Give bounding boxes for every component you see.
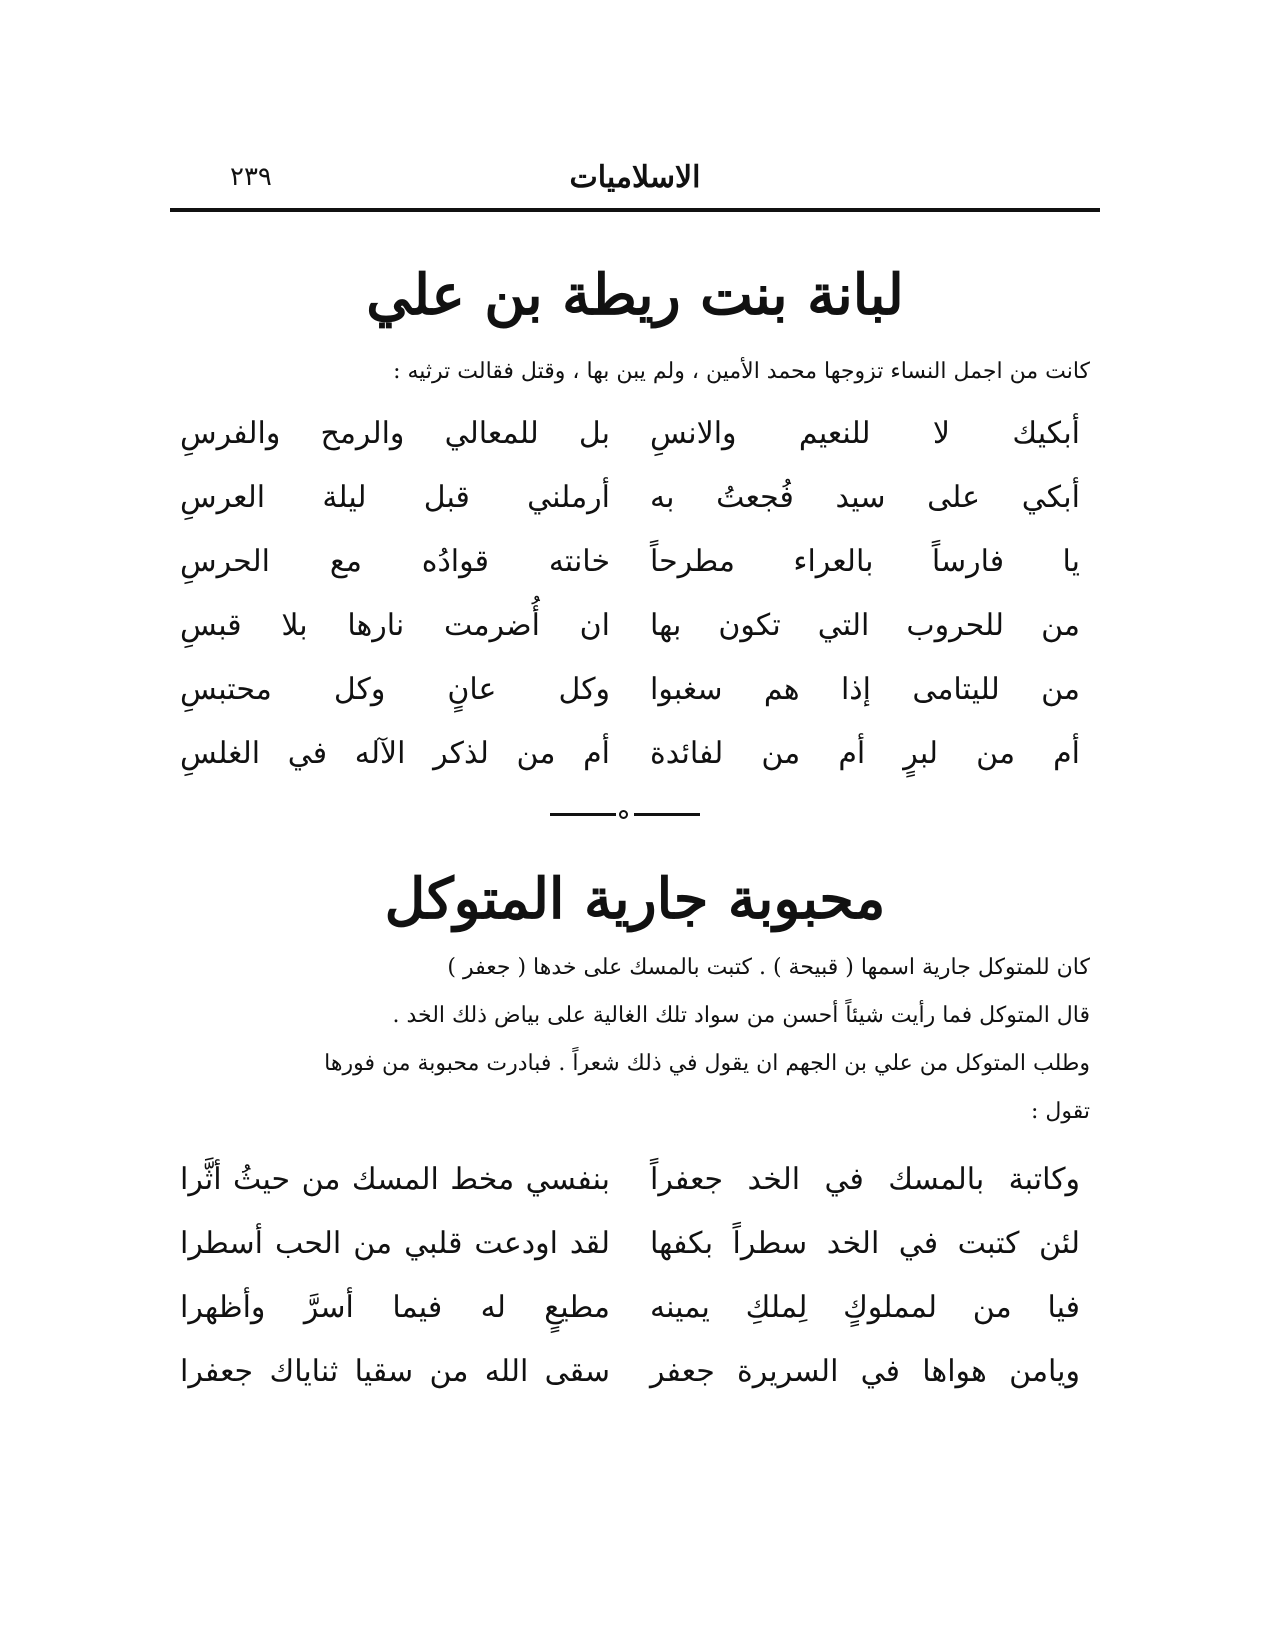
intro-line: كان للمتوكل جارية اسمها ( قبيحة ) . كتبت بالمسك على خدها ( جعفر ) bbox=[447, 955, 1090, 980]
section-title-mahbuba: محبوبة جارية المتوكل bbox=[384, 866, 886, 932]
couplet bbox=[180, 402, 1080, 466]
couplet bbox=[180, 1276, 1080, 1340]
running-title: الاسلاميات bbox=[569, 160, 701, 195]
divider-line-right bbox=[634, 813, 700, 816]
intro-line: تقول : bbox=[1030, 1099, 1090, 1124]
section-divider bbox=[550, 810, 700, 818]
couplet bbox=[180, 1212, 1080, 1276]
hemistich-first: من لليتامى إذا هم سغبوا bbox=[650, 672, 1080, 707]
intro-line: قال المتوكل فما رأيت شيئاً أحسن من سواد تلك الغالية على بياض ذلك الخد . bbox=[392, 1003, 1090, 1028]
running-head bbox=[170, 150, 1100, 198]
intro-line: كانت من اجمل النساء تزوجها محمد الأمين ، ولم يبن بها ، وقتل فقالت ترثيه : bbox=[393, 359, 1090, 384]
hemistich-first: أبكيك لا للنعيم والانسِ bbox=[650, 416, 1080, 451]
hemistich-second: خانته قوادُه مع الحرسِ bbox=[180, 544, 610, 579]
couplet bbox=[180, 1148, 1080, 1212]
section-title-lubana: لبانة بنت ريطة بن علي bbox=[366, 262, 904, 328]
hemistich-first: يا فارساً بالعراء مطرحاً bbox=[650, 544, 1080, 579]
hemistich-first: فيا من لمملوكٍ لِملكِ يمينه bbox=[650, 1290, 1080, 1325]
hemistich-second: بنفسي مخط المسك من حيثُ أثَّرا bbox=[180, 1162, 610, 1197]
hemistich-first: ويامن هواها في السريرة جعفر bbox=[650, 1354, 1080, 1389]
header-rule bbox=[170, 208, 1100, 212]
couplet bbox=[180, 530, 1080, 594]
page-number: ٢٣٩ bbox=[230, 162, 272, 192]
hemistich-second: سقى الله من سقيا ثناياك جعفرا bbox=[180, 1354, 610, 1389]
hemistich-second: وكل عانٍ وكل محتبسِ bbox=[180, 672, 610, 707]
hemistich-first: من للحروب التي تكون بها bbox=[650, 608, 1080, 643]
section-intro-mahbuba bbox=[170, 944, 1090, 1136]
section-intro-lubana bbox=[170, 348, 1090, 396]
intro-line: وطلب المتوكل من علي بن الجهم ان يقول في ذلك شعراً . فبادرت محبوبة من فورها bbox=[324, 1051, 1090, 1076]
hemistich-second: أرملني قبل ليلة العرسِ bbox=[180, 480, 610, 515]
couplet bbox=[180, 594, 1080, 658]
divider-line-left bbox=[550, 813, 616, 816]
divider-ornament bbox=[619, 810, 628, 819]
couplet bbox=[180, 722, 1080, 786]
hemistich-second: ان أُضرمت نارها بلا قبسِ bbox=[180, 608, 610, 643]
hemistich-second: بل للمعالي والرمح والفرسِ bbox=[180, 416, 610, 451]
couplet bbox=[180, 658, 1080, 722]
hemistich-first: أم من لبرٍ أم من لفائدة bbox=[650, 736, 1080, 771]
couplet bbox=[180, 1340, 1080, 1404]
hemistich-second: مطيعٍ له فيما أسرَّ وأظهرا bbox=[180, 1290, 610, 1325]
hemistich-first: أبكي على سيد فُجعتُ به bbox=[650, 480, 1080, 515]
hemistich-second: أم من لذكر الآله في الغلسِ bbox=[180, 736, 610, 771]
hemistich-first: لئن كتبت في الخد سطراً بكفها bbox=[650, 1226, 1080, 1261]
hemistich-second: لقد اودعت قلبي من الحب أسطرا bbox=[180, 1226, 610, 1261]
poem-mahbuba bbox=[180, 1148, 1080, 1404]
poem-lubana bbox=[180, 402, 1080, 786]
couplet bbox=[180, 466, 1080, 530]
hemistich-first: وكاتبة بالمسك في الخد جعفراً bbox=[650, 1162, 1080, 1197]
